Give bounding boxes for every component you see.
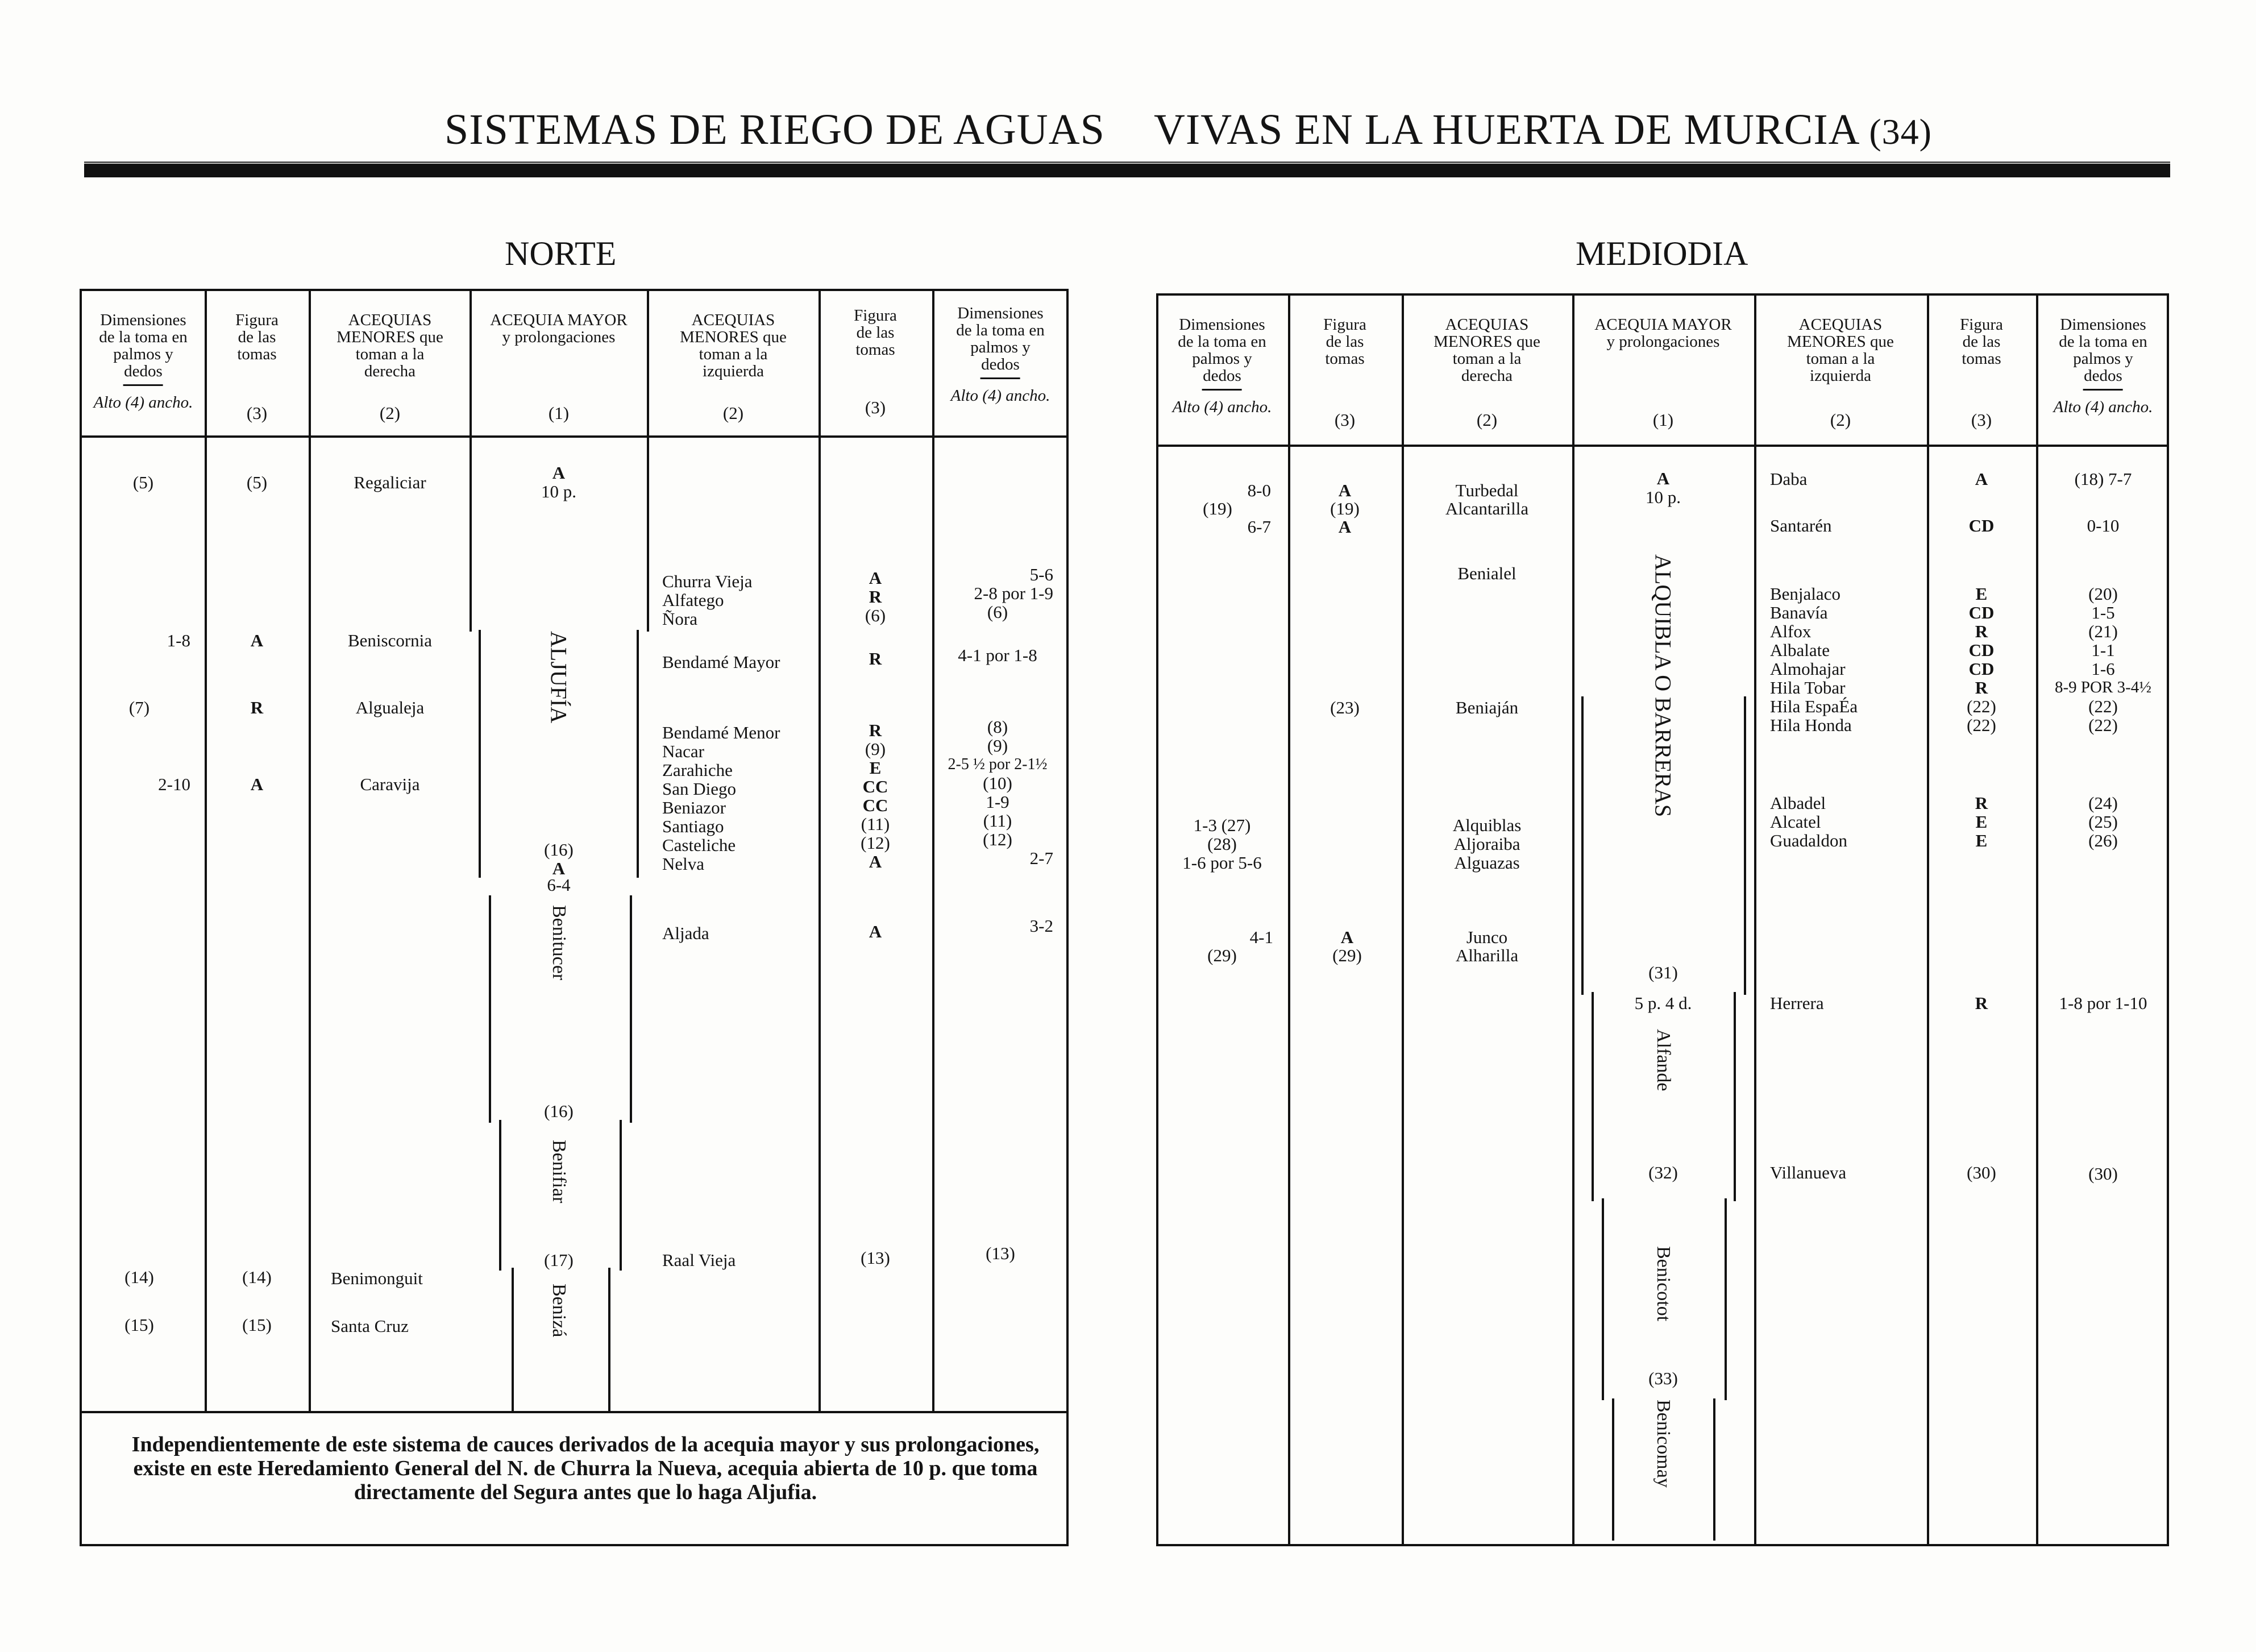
mediodia-right-name: Alharilla [1455,945,1519,965]
hdr-units: Alto (4) ancho. [93,393,193,412]
mediodia-right-dim: (19) [1203,499,1232,518]
mediodia-left-dim: (26) [2088,831,2118,850]
mediodia-left-fig: CD [1968,603,1995,622]
aljufia-label: ALJUFÍA [546,631,572,724]
norte-left-dim: (6) [987,602,1008,622]
hdr-line: tomas [237,345,277,363]
norte-left-dim: 3-2 [1029,916,1053,936]
norte-right-dim: (7) [128,698,150,717]
norte-right-name: Santa Cruz [331,1316,409,1336]
hdr-line: de las [238,328,276,346]
hdr-line: y prolongaciones [1606,333,1720,351]
mediodia-left-fig: CD [1968,659,1995,679]
hdr-line: toman a la [1806,350,1875,368]
hdr-line: de la toma en [956,321,1045,339]
mediodia-left-name: Herrera [1770,993,1824,1013]
norte-left-fig: A [869,852,882,871]
page-title-left: SISTEMAS DE RIEGO DE AGUAS [444,106,1105,153]
beniza-channel-left [512,1268,514,1412]
hdr-line: toman a la [699,345,768,363]
mediodia-right-fig: A [1338,517,1352,537]
hdr-units: Alto (4) ancho. [950,387,1050,405]
norte-col-sep-1 [205,289,207,1412]
alquibla-label: ALQUIBLA O BARRERAS [1650,554,1676,817]
norte-col-sep-3 [470,289,472,438]
hdr-line: de las [1962,333,2001,351]
norte-right-name: Algualeja [355,698,425,717]
norte-left-fig: E [869,758,882,778]
norte-left-dim: 5-6 [1029,564,1053,584]
norte-right-dim: 1-8 [167,630,190,650]
mediodia-left-fig: (30) [1967,1163,1996,1182]
mediodia-left-dim: (25) [2088,812,2118,832]
hdr-line: Dimensiones [957,304,1044,322]
hdr-line: derecha [1461,367,1513,385]
norte-left-fig: A [869,922,882,941]
hdr-line: Figura [854,306,897,325]
mediodia-right-dim: 1-6 por 5-6 [1182,853,1262,873]
hdr-line: izquierda [703,362,764,380]
hdr-line: Dimensiones [1179,316,1265,334]
norte-right-fig: (14) [242,1267,272,1287]
mediodia-hdr-fig-left [1960,316,2003,367]
mediodia-hdr-major [1594,316,1731,350]
mediodia-left-dim: (18) 7-7 [2074,469,2132,489]
norte-left-name: Beniazor [662,798,726,817]
hdr-line: ACEQUIAS [691,311,775,329]
norte-left-fig: A [869,568,882,588]
hdr-line: ACEQUIAS [348,311,432,329]
hdr-line: izquierda [1810,367,1871,385]
norte-major-marker: A [552,858,566,878]
page-number: (34) [1869,111,1932,152]
norte-left-name: Casteliche [662,835,736,855]
mediodia-major-start-fig: A [1656,468,1670,488]
norte-major-marker: 6-4 [547,875,571,895]
mediodia-left-dim: 1-1 [2091,640,2115,660]
norte-hdr-minor-right [336,312,443,380]
mediodia-col-sep-5 [1927,293,1929,1546]
hdr-units: Alto (4) ancho. [1172,398,1272,416]
mediodia-hdr-minor-left [1787,316,1894,384]
mediodia-left-fig: R [1975,621,1988,641]
mediodia-hdr-minor-right-num: (2) [1476,410,1498,430]
mediodia-left-name: Santarén [1770,516,1832,536]
hdr-line: Dimensiones [2060,316,2146,334]
hdr-line: de la toma en [2059,333,2147,351]
norte-right-dim: 2-10 [158,774,190,794]
mediodia-left-name: Hila Tobar [1770,678,1846,698]
norte-hdr-minor-right-num: (2) [379,403,401,423]
alquibla-channel-left [1581,696,1584,995]
mediodia-right-name: Beniaján [1455,698,1519,717]
norte-left-dim: 1-9 [986,792,1009,812]
title-rule-thin [84,161,2170,163]
mediodia-major-sep-b [1754,445,1756,1546]
hdr-line: ACEQUIAS [1798,316,1883,334]
hdr-line: de la toma en [99,328,188,346]
hdr-units: Alto (4) ancho. [2053,398,2153,416]
hdr-line: MENORES que [1787,333,1894,351]
hdr-underline [123,384,163,386]
mediodia-left-fig: E [1975,812,1988,832]
page-title-right [1154,105,1932,155]
mediodia-major-marker: (31) [1648,962,1678,982]
norte-right-fig: R [250,698,264,717]
mediodia-left-name: Villanueva [1770,1163,1847,1182]
hdr-underline [2083,389,2123,391]
mediodia-left-dim: 1-5 [2091,603,2115,622]
mediodia-right-fig: (19) [1330,499,1360,518]
mediodia-left-name: Guadaldon [1770,831,1848,850]
hdr-line: ACEQUIA MAYOR [1594,316,1732,334]
norte-left-dim: 2-8 por 1-9 [974,583,1053,603]
mediodia-right-name: Benialel [1457,563,1517,583]
page-title-right-text: VIVAS EN LA HUERTA DE MURCIA [1154,106,1858,153]
hdr-line: dedos [1203,367,1241,385]
mediodia-major-sep-a [1572,445,1574,1546]
norte-left-name: Churra Vieja [662,571,753,591]
norte-left-fig: R [869,720,882,740]
norte-left-name: Alfatego [662,590,724,610]
mediodia-left-fig: R [1975,793,1988,813]
section-norte-title: NORTE [505,235,617,272]
norte-left-name: Nelva [662,854,705,874]
hdr-line: MENORES que [1434,333,1540,351]
norte-right-name: Benimonguit [331,1268,423,1288]
mediodia-left-fig: (22) [1967,696,1996,716]
hdr-line: Figura [235,311,279,329]
norte-hdr-fig-right [235,312,279,363]
norte-right-fig: (15) [242,1315,272,1335]
mediodia-left-name: Almohajar [1770,659,1846,679]
alfande-channel-right [1734,992,1736,1201]
norte-note-rule [80,1411,1069,1413]
hdr-line: ACEQUIA MAYOR [490,311,628,329]
norte-header-rule [80,435,1069,438]
norte-hdr-minor-left-num: (2) [722,403,744,423]
mediodia-left-fig: (22) [1967,715,1996,735]
norte-hdr-fig-right-num: (3) [246,403,268,423]
norte-left-name: Aljada [662,923,709,943]
mediodia-header-rule [1156,445,2169,447]
hdr-line: y prolongaciones [502,328,616,346]
mediodia-major-marker: 5 p. 4 d. [1634,993,1692,1013]
hdr-line: MENORES que [336,328,443,346]
hdr-underline [980,377,1020,379]
norte-left-fig: R [869,587,882,607]
norte-left-name: Bendamé Mayor [662,652,780,672]
norte-right-dim: (15) [124,1315,154,1335]
mediodia-hdr-dim-left [2054,316,2153,416]
hdr-line: derecha [364,362,416,380]
section-mediodia-title: MEDIODIA [1576,235,1748,272]
norte-right-name: Regaliciar [354,472,426,492]
mediodia-right-dim: 8-0 [1247,480,1271,500]
hdr-line: tomas [1325,350,1365,368]
hdr-underline [1202,389,1242,391]
norte-right-fig: (5) [246,472,268,492]
norte-major-start-fig: A [552,463,566,483]
mediodia-right-fig: A [1340,927,1354,947]
hdr-line: Figura [1960,316,2003,334]
alfande-channel-left [1592,992,1594,1201]
benifiar-channel-left [499,1120,501,1271]
mediodia-left-dim: (22) [2088,696,2118,716]
hdr-line: tomas [1962,350,2001,368]
hdr-line: Dimensiones [100,311,186,329]
mediodia-right-fig: (29) [1332,945,1362,965]
benifiar-channel-right [620,1120,622,1271]
hdr-line: dedos [2084,367,2122,385]
benicomay-channel-right [1713,1398,1715,1541]
norte-right-fig: A [250,630,264,650]
mediodia-right-fig: (23) [1330,698,1360,717]
beniza-label: Benizá [549,1284,570,1338]
mediodia-hdr-fig-right-num: (3) [1334,410,1356,430]
norte-left-name: Raal Vieja [662,1250,736,1270]
mediodia-left-dim: 8-9 POR 3-4½ [2055,678,2151,696]
hdr-line: palmos y [2073,350,2133,368]
norte-col-sep-6 [932,289,934,1412]
norte-left-dim: (10) [983,773,1012,793]
norte-left-dim: (12) [983,829,1012,849]
mediodia-left-dim: 1-6 [2091,659,2115,679]
benitucer-channel-right [630,895,632,1123]
norte-major-sep-a [470,435,472,632]
mediodia-left-name: Albadel [1770,793,1826,813]
norte-major-marker: (16) [544,1101,574,1121]
mediodia-col-sep-3 [1572,293,1574,447]
norte-col-sep-5 [819,289,821,1412]
mediodia-left-fig: R [1975,678,1988,698]
mediodia-left-dim: (30) [2088,1164,2118,1184]
mediodia-major-start-size: 10 p. [1646,487,1681,507]
mediodia-left-name: Alcatel [1770,812,1821,832]
mediodia-left-fig: CD [1968,516,1995,536]
norte-left-name: Ñora [662,609,697,629]
norte-right-fig: A [250,774,264,794]
mediodia-left-dim: (20) [2088,584,2118,604]
norte-left-dim: (8) [987,717,1008,737]
mediodia-hdr-major-num: (1) [1652,410,1674,430]
mediodia-right-name: Turbedal [1455,480,1519,500]
mediodia-left-fig: A [1975,469,1988,489]
norte-hdr-fig-left [854,307,897,358]
hdr-line: de las [1326,333,1364,351]
mediodia-right-dim: 6-7 [1247,517,1271,537]
mediodia-col-sep-1 [1288,293,1290,1546]
benicotot-label: Benicotot [1653,1246,1674,1322]
hdr-line: de las [856,323,895,342]
mediodia-left-dim: 1-8 por 1-10 [2059,993,2147,1013]
mediodia-hdr-minor-right [1434,316,1540,384]
mediodia-right-name: Alguazas [1454,853,1520,873]
mediodia-right-name: Alquiblas [1452,815,1522,835]
mediodia-hdr-minor-left-num: (2) [1830,410,1851,430]
hdr-line: tomas [855,341,895,359]
benicotot-channel-right [1725,1198,1727,1400]
hdr-line: Figura [1323,316,1366,334]
norte-major-sep-b [647,435,649,632]
norte-left-fig: (9) [865,739,886,759]
mediodia-left-name: Hila EspaÉa [1770,696,1858,716]
hdr-line: de la toma en [1178,333,1266,351]
norte-left-dim: 2-7 [1029,848,1053,868]
norte-left-fig: (11) [861,814,890,834]
hdr-line: palmos y [113,345,173,363]
norte-hdr-fig-left-num: (3) [865,397,886,417]
aljufia-channel-right [637,630,639,878]
norte-left-name: Zarahiche [662,760,733,780]
mediodia-left-dim: (24) [2088,793,2118,813]
norte-col-sep-2 [309,289,311,1412]
norte-footnote: Independientemente de este sistema de cauces derivados de la acequia mayor y sus prolongaciones, existe en este Heredamiento General del N. de Churra la Nueva, acequia abierta de 10 p. que toma directamente del Segura antes que lo haga Aljufia. [131,1433,1040,1504]
hdr-line: palmos y [1192,350,1252,368]
norte-right-name: Beniscornia [347,630,433,650]
norte-right-dim: (5) [132,472,154,492]
norte-hdr-major-num: (1) [548,403,570,423]
norte-hdr-dim-right [94,312,193,411]
hdr-line: ACEQUIAS [1445,316,1529,334]
mediodia-left-name: Albalate [1770,640,1830,660]
norte-major-marker: (16) [544,840,574,860]
mediodia-major-marker: (32) [1648,1163,1678,1182]
norte-hdr-minor-left [680,312,787,380]
norte-left-fig: (13) [861,1248,890,1268]
hdr-line: MENORES que [680,328,787,346]
norte-left-name: San Diego [662,779,737,799]
beniza-channel-right [608,1268,610,1412]
norte-right-dim: (14) [124,1267,154,1287]
norte-hdr-dim-left [951,305,1050,404]
norte-left-name: Nacar [662,741,704,761]
norte-left-fig: CC [862,777,888,796]
mediodia-right-name: Alcantarilla [1445,499,1529,518]
mediodia-left-fig: E [1975,584,1988,604]
norte-left-fig: CC [862,795,888,815]
benicotot-channel-left [1602,1198,1604,1400]
mediodia-hdr-dim-right [1173,316,1272,416]
norte-left-fig: R [869,649,882,669]
mediodia-right-dim: 1-3 (27) [1193,815,1251,835]
mediodia-hdr-fig-right [1323,316,1366,367]
norte-major-marker: (17) [544,1250,574,1270]
mediodia-right-name: Junco [1466,927,1508,947]
benifiar-label: Benifiar [549,1140,570,1203]
hdr-line: dedos [981,355,1020,373]
norte-col-sep-4 [647,289,649,438]
norte-left-dim: 4-1 por 1-8 [958,645,1037,665]
hdr-line: palmos y [970,338,1031,356]
benicomay-channel-left [1612,1398,1614,1541]
norte-major-start-size: 10 p. [541,482,576,501]
norte-left-fig: (6) [865,605,886,625]
benitucer-label: Benitucer [549,905,570,981]
mediodia-left-name: Daba [1770,469,1808,489]
mediodia-left-fig: R [1975,993,1988,1013]
mediodia-hdr-fig-left-num: (3) [1971,410,1992,430]
mediodia-left-name: Alfox [1770,621,1812,641]
mediodia-left-name: Banavía [1770,603,1828,622]
hdr-line: dedos [124,362,163,380]
norte-left-fig: (12) [861,833,890,853]
mediodia-right-dim: (28) [1207,834,1237,854]
norte-table-frame [80,289,1069,1546]
mediodia-left-name: Benjalaco [1770,584,1840,604]
mediodia-left-fig: E [1975,831,1988,850]
norte-left-name: Bendamé Menor [662,723,780,742]
mediodia-col-sep-6 [2036,293,2038,1546]
mediodia-left-dim: (21) [2088,621,2118,641]
hdr-line: toman a la [1452,350,1522,368]
norte-left-dim: (13) [986,1243,1015,1263]
norte-left-dim: (9) [987,736,1008,756]
mediodia-col-sep-2 [1402,293,1404,1546]
mediodia-right-dim: 4-1 [1249,927,1273,947]
benitucer-channel-left [489,895,491,1123]
norte-left-name: Santiago [662,816,724,836]
norte-left-dim: 2-5 ½ por 2-1½ [948,756,1048,773]
alfande-label: Alfande [1653,1029,1674,1091]
mediodia-left-dim: 0-10 [2087,516,2120,536]
mediodia-right-fig: A [1338,480,1352,500]
alquibla-channel-right [1744,696,1746,995]
mediodia-right-name: Aljoraiba [1453,834,1520,854]
mediodia-left-name: Hila Honda [1770,715,1852,735]
norte-left-dim: (11) [983,811,1012,831]
norte-right-name: Caravija [360,774,420,794]
hdr-line: toman a la [355,345,425,363]
norte-hdr-major [490,312,627,346]
mediodia-right-dim: (29) [1207,945,1237,965]
title-rule [84,164,2170,177]
aljufia-channel-left [479,630,481,878]
benicomay-label: Benicomay [1653,1400,1674,1488]
mediodia-col-sep-4 [1754,293,1756,447]
mediodia-major-marker: (33) [1648,1368,1678,1388]
mediodia-left-fig: CD [1968,640,1995,660]
mediodia-left-dim: (22) [2088,715,2118,735]
